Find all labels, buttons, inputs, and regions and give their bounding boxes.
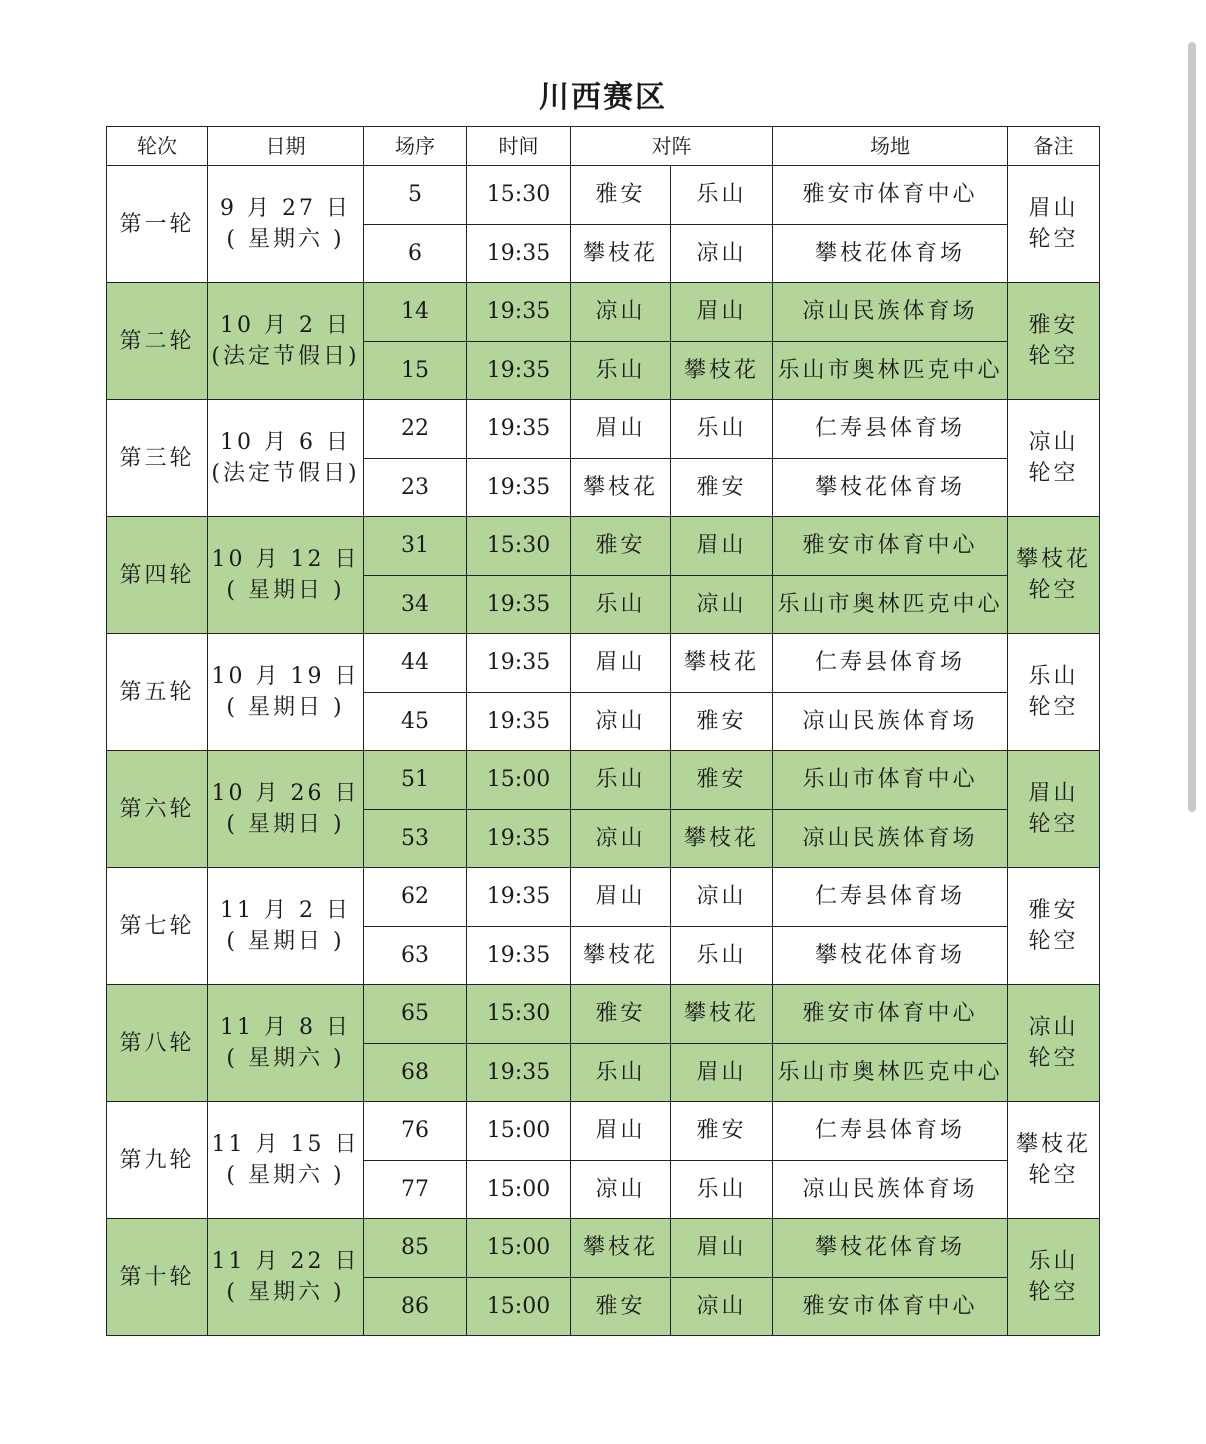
round-cell: 第一轮	[107, 166, 208, 283]
bye-team: 凉山	[1028, 1015, 1079, 1040]
home-team-cell: 凉山	[571, 692, 671, 751]
date-cell	[208, 517, 364, 634]
home-team-cell: 乐山	[571, 751, 671, 810]
date-cell	[208, 985, 364, 1102]
time-cell: 15:00	[467, 1160, 571, 1219]
time-cell: 19:35	[467, 400, 571, 459]
venue-cell: 凉山民族体育场	[773, 1160, 1008, 1219]
header-date: 日期	[208, 127, 364, 166]
venue-cell: 乐山市奥林匹克中心	[773, 1043, 1008, 1102]
away-team-cell: 雅安	[671, 1102, 773, 1161]
away-team-cell: 雅安	[671, 751, 773, 810]
match-no-cell: 65	[364, 985, 467, 1044]
table-row	[107, 1219, 1100, 1278]
weekday-text: ( 星期六 )	[226, 227, 345, 252]
round-cell: 第八轮	[107, 985, 208, 1102]
away-team-cell: 凉山	[671, 575, 773, 634]
date-cell	[208, 283, 364, 400]
date-cell	[208, 1219, 364, 1336]
time-cell: 19:35	[467, 575, 571, 634]
venue-cell: 攀枝花体育场	[773, 458, 1008, 517]
date-cell	[208, 634, 364, 751]
date-text: 11 月 22 日	[211, 1249, 360, 1274]
weekday-text: (法定节假日)	[211, 461, 360, 486]
bye-team: 攀枝花	[1015, 1132, 1091, 1157]
match-no-cell: 51	[364, 751, 467, 810]
table-row	[107, 751, 1100, 810]
page-title: 川西赛区	[539, 80, 667, 115]
note-cell	[1008, 1102, 1100, 1219]
home-team-cell: 乐山	[571, 1043, 671, 1102]
note-cell	[1008, 517, 1100, 634]
date-cell	[208, 868, 364, 985]
bye-team: 雅安	[1028, 898, 1079, 923]
away-team-cell: 雅安	[671, 458, 773, 517]
match-no-cell: 76	[364, 1102, 467, 1161]
date-cell	[208, 400, 364, 517]
weekday-text: ( 星期日 )	[226, 578, 345, 603]
bye-team: 眉山	[1028, 781, 1079, 806]
venue-cell: 雅安市体育中心	[773, 517, 1008, 576]
match-no-cell: 63	[364, 926, 467, 985]
venue-cell: 仁寿县体育场	[773, 1102, 1008, 1161]
home-team-cell: 雅安	[571, 1277, 671, 1336]
time-cell: 19:35	[467, 634, 571, 693]
venue-cell: 雅安市体育中心	[773, 1277, 1008, 1336]
round-cell: 第六轮	[107, 751, 208, 868]
away-team-cell: 攀枝花	[671, 634, 773, 693]
match-no-cell: 86	[364, 1277, 467, 1336]
header-match-no: 场序	[364, 127, 467, 166]
away-team-cell: 凉山	[671, 1277, 773, 1336]
match-no-cell: 62	[364, 868, 467, 927]
time-cell: 19:35	[467, 224, 571, 283]
round-cell: 第二轮	[107, 283, 208, 400]
header-time: 时间	[467, 127, 571, 166]
bye-label: 轮空	[1028, 1046, 1079, 1071]
home-team-cell: 乐山	[571, 575, 671, 634]
bye-label: 轮空	[1028, 344, 1079, 369]
home-team-cell: 雅安	[571, 517, 671, 576]
time-cell: 15:30	[467, 985, 571, 1044]
home-team-cell: 凉山	[571, 809, 671, 868]
away-team-cell: 眉山	[671, 283, 773, 342]
venue-cell: 雅安市体育中心	[773, 166, 1008, 225]
home-team-cell: 眉山	[571, 400, 671, 459]
away-team-cell: 眉山	[671, 1219, 773, 1278]
bye-team: 凉山	[1028, 430, 1079, 455]
bye-label: 轮空	[1028, 812, 1079, 837]
match-no-cell: 77	[364, 1160, 467, 1219]
away-team-cell: 乐山	[671, 926, 773, 985]
table-row	[107, 634, 1100, 693]
bye-label: 轮空	[1028, 695, 1079, 720]
round-cell: 第九轮	[107, 1102, 208, 1219]
table-row	[107, 283, 1100, 342]
header-matchup: 对阵	[571, 127, 773, 166]
time-cell: 15:00	[467, 1277, 571, 1336]
away-team-cell: 凉山	[671, 224, 773, 283]
match-no-cell: 68	[364, 1043, 467, 1102]
header-venue: 场地	[773, 127, 1008, 166]
time-cell: 19:35	[467, 458, 571, 517]
time-cell: 15:30	[467, 517, 571, 576]
venue-cell: 雅安市体育中心	[773, 985, 1008, 1044]
home-team-cell: 攀枝花	[571, 1219, 671, 1278]
table-row	[107, 517, 1100, 576]
away-team-cell: 雅安	[671, 692, 773, 751]
home-team-cell: 凉山	[571, 1160, 671, 1219]
date-cell	[208, 751, 364, 868]
date-text: 11 月 15 日	[211, 1132, 360, 1157]
scrollbar[interactable]	[1188, 42, 1196, 812]
home-team-cell: 攀枝花	[571, 458, 671, 517]
header-round: 轮次	[107, 127, 208, 166]
venue-cell: 攀枝花体育场	[773, 1219, 1008, 1278]
venue-cell: 攀枝花体育场	[773, 224, 1008, 283]
match-no-cell: 23	[364, 458, 467, 517]
match-no-cell: 22	[364, 400, 467, 459]
note-cell	[1008, 751, 1100, 868]
time-cell: 19:35	[467, 692, 571, 751]
bye-team: 攀枝花	[1015, 547, 1091, 572]
weekday-text: ( 星期日 )	[226, 812, 345, 837]
table-row	[107, 868, 1100, 927]
note-cell	[1008, 1219, 1100, 1336]
table-row	[107, 400, 1100, 459]
date-cell	[208, 1102, 364, 1219]
note-cell	[1008, 166, 1100, 283]
time-cell: 19:35	[467, 283, 571, 342]
venue-cell: 仁寿县体育场	[773, 634, 1008, 693]
date-text: 9 月 27 日	[220, 196, 351, 221]
bye-label: 轮空	[1028, 461, 1079, 486]
match-no-cell: 45	[364, 692, 467, 751]
bye-label: 轮空	[1028, 1280, 1079, 1305]
weekday-text: ( 星期六 )	[226, 1046, 345, 1071]
away-team-cell: 攀枝花	[671, 341, 773, 400]
bye-team: 雅安	[1028, 313, 1079, 338]
away-team-cell: 乐山	[671, 400, 773, 459]
date-text: 10 月 26 日	[211, 781, 360, 806]
note-cell	[1008, 868, 1100, 985]
date-text: 10 月 12 日	[211, 547, 360, 572]
away-team-cell: 攀枝花	[671, 809, 773, 868]
venue-cell: 仁寿县体育场	[773, 400, 1008, 459]
match-no-cell: 31	[364, 517, 467, 576]
round-cell: 第四轮	[107, 517, 208, 634]
bye-label: 轮空	[1028, 929, 1079, 954]
match-no-cell: 15	[364, 341, 467, 400]
venue-cell: 仁寿县体育场	[773, 868, 1008, 927]
away-team-cell: 眉山	[671, 1043, 773, 1102]
schedule-table	[106, 126, 1100, 1336]
venue-cell: 凉山民族体育场	[773, 692, 1008, 751]
time-cell: 15:30	[467, 166, 571, 225]
away-team-cell: 凉山	[671, 868, 773, 927]
bye-team: 眉山	[1028, 196, 1079, 221]
match-no-cell: 14	[364, 283, 467, 342]
time-cell: 15:00	[467, 751, 571, 810]
home-team-cell: 眉山	[571, 1102, 671, 1161]
date-text: 10 月 19 日	[211, 664, 360, 689]
table-row	[107, 985, 1100, 1044]
date-text: 10 月 6 日	[220, 430, 351, 455]
away-team-cell: 乐山	[671, 1160, 773, 1219]
away-team-cell: 乐山	[671, 166, 773, 225]
weekday-text: (法定节假日)	[211, 344, 360, 369]
time-cell: 19:35	[467, 926, 571, 985]
match-no-cell: 5	[364, 166, 467, 225]
time-cell: 19:35	[467, 868, 571, 927]
weekday-text: ( 星期日 )	[226, 695, 345, 720]
home-team-cell: 雅安	[571, 166, 671, 225]
venue-cell: 乐山市奥林匹克中心	[773, 575, 1008, 634]
away-team-cell: 攀枝花	[671, 985, 773, 1044]
bye-team: 乐山	[1028, 664, 1079, 689]
round-cell: 第五轮	[107, 634, 208, 751]
match-no-cell: 34	[364, 575, 467, 634]
note-cell	[1008, 985, 1100, 1102]
venue-cell: 乐山市体育中心	[773, 751, 1008, 810]
weekday-text: ( 星期六 )	[226, 1280, 345, 1305]
note-cell	[1008, 283, 1100, 400]
weekday-text: ( 星期日 )	[226, 929, 345, 954]
home-team-cell: 乐山	[571, 341, 671, 400]
home-team-cell: 眉山	[571, 868, 671, 927]
match-no-cell: 44	[364, 634, 467, 693]
match-no-cell: 53	[364, 809, 467, 868]
venue-cell: 乐山市奥林匹克中心	[773, 341, 1008, 400]
home-team-cell: 凉山	[571, 283, 671, 342]
home-team-cell: 雅安	[571, 985, 671, 1044]
header-row	[107, 127, 1100, 166]
header-note: 备注	[1008, 127, 1100, 166]
date-text: 11 月 2 日	[220, 898, 351, 923]
match-no-cell: 85	[364, 1219, 467, 1278]
home-team-cell: 眉山	[571, 634, 671, 693]
date-text: 11 月 8 日	[220, 1015, 351, 1040]
bye-team: 乐山	[1028, 1249, 1079, 1274]
round-cell: 第三轮	[107, 400, 208, 517]
venue-cell: 凉山民族体育场	[773, 283, 1008, 342]
bye-label: 轮空	[1028, 1163, 1079, 1188]
time-cell: 19:35	[467, 341, 571, 400]
round-cell: 第七轮	[107, 868, 208, 985]
away-team-cell: 眉山	[671, 517, 773, 576]
bye-label: 轮空	[1028, 578, 1079, 603]
note-cell	[1008, 634, 1100, 751]
time-cell: 19:35	[467, 1043, 571, 1102]
table-row	[107, 1102, 1100, 1161]
time-cell: 15:00	[467, 1219, 571, 1278]
table-row	[107, 166, 1100, 225]
home-team-cell: 攀枝花	[571, 224, 671, 283]
time-cell: 19:35	[467, 809, 571, 868]
weekday-text: ( 星期六 )	[226, 1163, 345, 1188]
round-cell: 第十轮	[107, 1219, 208, 1336]
home-team-cell: 攀枝花	[571, 926, 671, 985]
note-cell	[1008, 400, 1100, 517]
time-cell: 15:00	[467, 1102, 571, 1161]
date-cell	[208, 166, 364, 283]
venue-cell: 攀枝花体育场	[773, 926, 1008, 985]
date-text: 10 月 2 日	[220, 313, 351, 338]
venue-cell: 凉山民族体育场	[773, 809, 1008, 868]
bye-label: 轮空	[1028, 227, 1079, 252]
match-no-cell: 6	[364, 224, 467, 283]
